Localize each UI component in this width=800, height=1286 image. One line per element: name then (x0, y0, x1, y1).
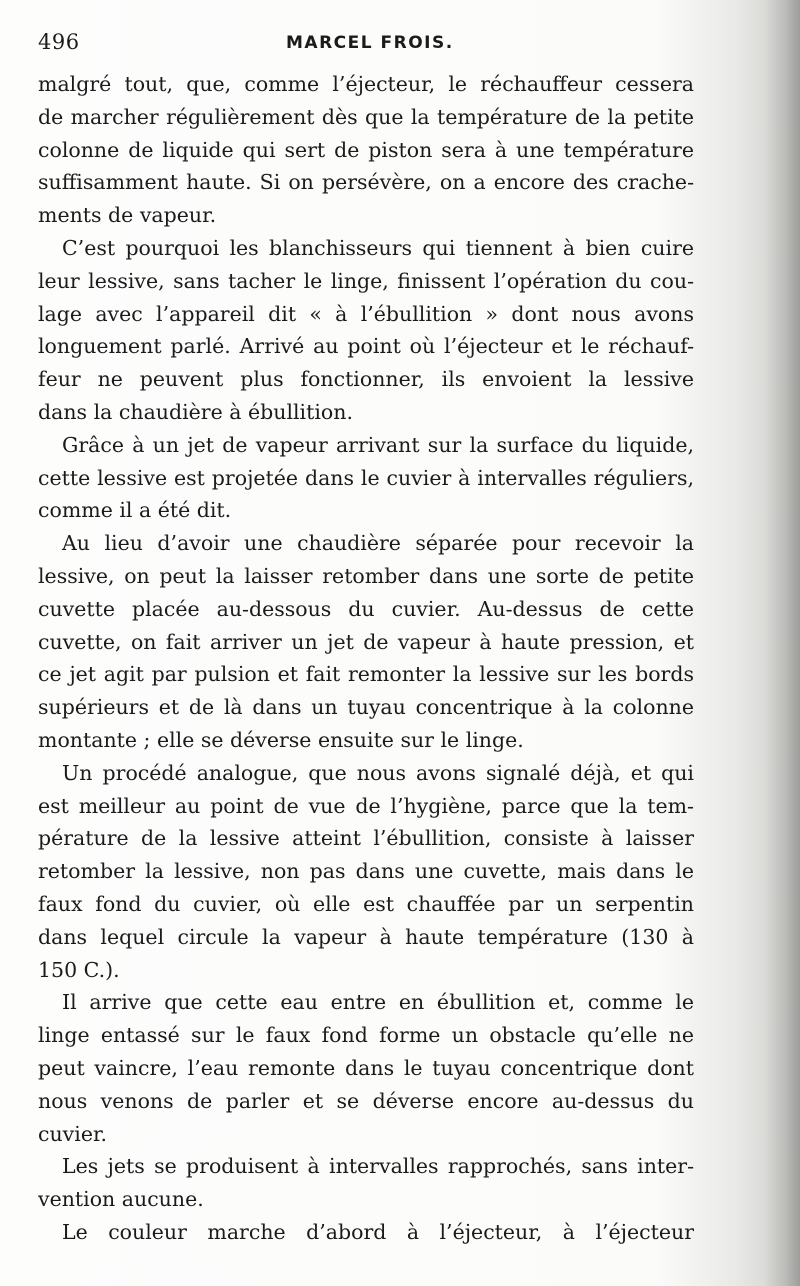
page-edge-shadow (764, 0, 800, 1286)
text-line: cuvette placée au-dessous du cuvier. Au-dessus de cette (38, 596, 694, 621)
paragraph (38, 68, 694, 232)
text-line: retomber la lessive, non pas dans une cuvette, mais dans le (38, 859, 694, 884)
text-line: de marcher régulièrement dès que la température de la petite (38, 104, 694, 129)
paragraph (38, 429, 694, 527)
paragraph (38, 757, 694, 987)
paragraph (38, 1150, 694, 1216)
text-line: nous venons de parler et se déverse encore au-dessus du (38, 1088, 694, 1113)
text-line: Le couleur marche d’abord à l’éjecteur, à l’éjecteur (62, 1219, 694, 1244)
running-head (38, 30, 694, 62)
text-line: ce jet agit par pulsion et fait remonter la lessive sur les bords (38, 662, 694, 687)
text-line: peut vaincre, l’eau remonte dans le tuyau concentrique dont (38, 1055, 694, 1080)
text-line: ments de vapeur. (38, 203, 217, 228)
text-line: cuvette, on fait arriver un jet de vapeur à haute pression, et (38, 629, 694, 654)
body-text (38, 68, 694, 1249)
text-line: cuvier. (38, 1121, 108, 1146)
text-line: linge entassé sur le faux fond forme un obstacle qu’elle ne (38, 1023, 694, 1048)
text-line: Les jets se produisent à intervalles rapprochés, sans inter- (62, 1154, 694, 1179)
text-line: longuement parlé. Arrivé au point où l’éjecteur et le réchauf- (38, 334, 694, 359)
text-line: Au lieu d’avoir une chaudière séparée pour recevoir la (62, 531, 694, 556)
text-line: comme il a été dit. (38, 498, 232, 523)
text-line: montante ; elle se déverse ensuite sur le linge. (38, 727, 524, 752)
paragraph (38, 986, 694, 1150)
text-line: supérieurs et de là dans un tuyau concentrique à la colonne (38, 695, 694, 720)
text-line: Grâce à un jet de vapeur arrivant sur la surface du liquide, (62, 432, 694, 457)
text-line: dans lequel circule la vapeur à haute température (130 à (38, 924, 694, 949)
page-number: 496 (38, 30, 80, 54)
text-line: dans la chaudière à ébullition. (38, 399, 353, 424)
text-line: 150 C.). (38, 957, 120, 982)
text-line: colonne de liquide qui sert de piston sera à une température (38, 137, 694, 162)
text-line: vention aucune. (38, 1187, 204, 1212)
text-line: malgré tout, que, comme l’éjecteur, le réchauffeur cessera (38, 72, 694, 96)
text-line: Un procédé analogue, que nous avons signalé déjà, et qui (62, 760, 694, 785)
text-line: C’est pourquoi les blanchisseurs qui tiennent à bien cuire (62, 235, 694, 260)
text-line: Il arrive que cette eau entre en ébullition et, comme le (62, 990, 694, 1015)
text-line: faux fond du cuvier, où elle est chauffée par un serpentin (38, 891, 694, 916)
running-title: MARCEL FROIS. (286, 33, 454, 53)
paragraph (38, 1216, 694, 1249)
text-line: lage avec l’appareil dit « à l’ébullition » dont nous avons (38, 301, 694, 326)
text-line: leur lessive, sans tacher le linge, finissent l’opération du cou- (38, 268, 694, 293)
paragraph (38, 232, 694, 429)
text-line: feur ne peuvent plus fonctionner, ils envoient la lessive (38, 367, 694, 392)
text-line: lessive, on peut la laisser retomber dans une sorte de petite (38, 563, 694, 588)
text-line: suffisamment haute. Si on persévère, on a encore des crache- (38, 170, 694, 195)
text-line: pérature de la lessive atteint l’ébullition, consiste à laisser (38, 826, 694, 851)
text-line: cette lessive est projetée dans le cuvier à intervalles réguliers, (38, 465, 694, 490)
paragraph (38, 527, 694, 757)
text-line: est meilleur au point de vue de l’hygiène, parce que la tem- (38, 793, 694, 818)
